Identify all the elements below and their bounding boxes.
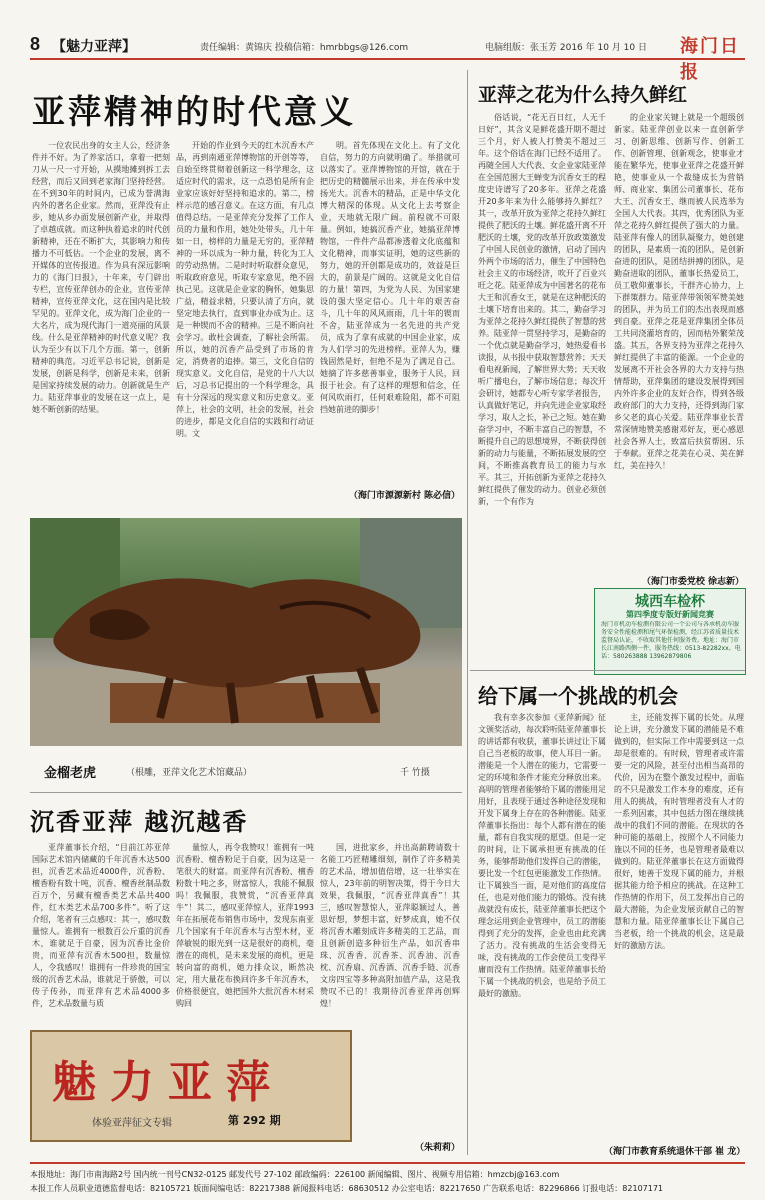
article-title-agarwood: 沉香亚萍 越沉越香: [30, 807, 249, 836]
contest-ad-box: [594, 588, 746, 675]
page-number: 8: [30, 34, 41, 54]
article-agarwood-column-3: 国，进批家乡，并出高薪聘请数十名能工巧匠精雕细刻，制作了许多精美的艺术品，增加值倍增，这一壮举实在惊人，23年前的明智决策，得于今日大效果，我佩服，“沉香亚萍真香”！其三，感叹智慧惊人，亚萍聪颖过人，善思好想，梦想丰富，好梦成真，她不仅将沉香木雕刻成许多精美的工艺品，而且创新创造多种衍生产品，如沉香串珠、沉香香、沉香茶、沉香油、沉香枕、沉香扇、沉香酒、沉香手链、沉香文房四宝等多种高附加值产品，这是我赞叹不已的！我期待沉香亚萍再创辉煌！: [320, 843, 460, 1008]
caption-title: 金榴老虎: [44, 766, 97, 781]
section-divider: [30, 792, 462, 793]
banner-title: 魅力亚萍: [52, 1057, 284, 1108]
article-title-challenge: 给下属一个挑战的机会: [478, 684, 678, 708]
tiger-root-carving-photo: [30, 518, 462, 746]
article-spirit-author: （海门市源源新村 陈必信）: [348, 491, 460, 501]
article-spirit-column-3: 明。首先体现在文化上。有了文化自信，努力的方向就明确了。举措就可以落实了。亚萍博物馆的开馆，就在于把历史的精髓展示出来，并在传承中发扬光大。沉香木的精品，正是中华文化博大精深的体现。从文化上去考察企业，天地就无限广阔。前程就不可限量。例如，她搞沉香产业，她搞亚萍博物馆，一件件产品都渗透着文化底蕴和文化精神，而事实证明，她的这些新的努力，她的开创都是成功的，效益是巨大的，前景是广阔的。这就是文化自信的力量！第四，为党为人民、为国家建设的强大坚定信心。几十年的艰苦奋斗，几十年的风风雨雨，几十年的锲而不舍，陆亚萍成为一名先进的共产党员，成为了拿有成就的中国企业家，成为人们学习的先进榜样。亚萍人为，赚钱固然是好，但绝不是为了满足自己。她摘了许多慈善事业，服务于人民，回报于社会。有了这样的理想和信念，任何风吹雨打，任何艰难险阻，都不可阻挡她前进的脚步！: [320, 141, 460, 414]
article-challenge-author: （海门市教育系统退休干部 崔 龙）: [604, 1147, 746, 1157]
banner-subtitle: 体验亚萍征文专辑: [92, 1118, 172, 1129]
ad-body: 海门市机动车检测有限公司一个公司与各承机动车服务安全性能检测和尾气环保检测，经江苏省质量技术监督局认证，不收取其他任何服务费。地址：海门市长江南路西侧一件，服务热线：0513-82282xx。电话：580263888 13962879806: [601, 621, 741, 660]
caption-description: （根雕，亚萍文化艺术馆藏品）: [126, 768, 253, 778]
article-agarwood-column-1: 亚萍董事长介绍，“目前江苏亚萍国际艺术馆内储藏的千年沉香木达500担，沉香艺术品近4000件，沉香粉、檀香粉有数十吨，沉香、檀香丝制品数百万个，另藏有檀香类艺术品共400件，红木类艺术品700多件”。听了这介绍，笔者有三点感叹：其一，感叹数量惊人。谁拥有一根数百公斤重的沉香木，谁就足于自豪，因为沉香比金价贵，而亚萍有沉香木500担，数量惊人，令我感叹！谁拥有一件珍贵的国宝级的沉香艺术品，谁就足于骄傲，可以传子传孙，而亚萍有艺术品4000多件，艺术品数量与质: [32, 843, 170, 1008]
article-challenge-column-1: 我有幸多次参加《亚萍新闻》征文颁奖活动，每次聆听陆亚萍董事长的讲话都有收获，董事长讲过让下属自己当老板的故事，使人耳目一新。潜能是一个人潜在的能力，它需要一定的环境和条件才能充分释放出来。高明的管理者能够给下属的潜能用足用好，且表现于通过各种途径发现和开发下属身上存在的各种潜能。陆亚萍董事长指出：每个人都有潜在的能量，都有自我实现的愿望。但是一定的时间，让下属承担更有挑战的任务，能够帮助他们发挥自己的潜能，要比发一个红包更能激发工作热情。让下属独当一面，是对他们的高度信任，也是对他们能力的锻炼。没有挑战就没有成长，陆亚萍董事长把这个理念运用到企业管理中，员工的潜能得到了充分的发挥，企业也由此充满了活力。没有挑战的生活会变得无味，没有挑战的工作会使员工变得平庸而没有工作热情。陆亚萍董事长给下属一个挑战的机会，也是给予员工最好的激励。: [478, 713, 606, 998]
column-banner: [30, 1030, 352, 1142]
article-agarwood-column-2: 量惊人，再令我赞叹！谁拥有一吨沉香粉、檀香粉足于自豪，因为这是一笔很大的财富。而亚萍有沉香粉、檀香粉数十吨之多，财富惊人，我能不佩服吗！我佩服，我赞赏，“沉香亚萍真牛”！其二，感叹亚萍惊人，亚萍1993年在拓展花布销售市场中，发现东南亚几个国家有千年沉香木与古型木材，亚萍敏锐的眼光到一这是很好的商机，毫潜在的商机，是未来发展的商机，更是转向富的商机，她力排众议，断然决定，用大量花布换回许多千年沉香木，价格很便宜，她把国外大批沉香木材采购回: [176, 843, 314, 1008]
ad-subtitle: 第四季度专版好新闻竞赛: [626, 610, 714, 619]
page-footer: [30, 1162, 745, 1196]
layout-date-info: 电脑组版：张玉芳 2016 年 10 月 10 日: [485, 43, 647, 53]
page-header: [30, 30, 745, 83]
article-flower-author: （海门市委党校 徐志新）: [641, 577, 744, 587]
article-flower-column-2: 的企业家关键上就是一个超级创新家。陆亚萍创业以来一直创新学习、创新思维、创新写作、创新工作、创新管理、创新观念，使事业才能在繁华光，使事业亚萍之花盛开鲜艳，使事业从一个裁缝成长为营销师、商业家、集团公司董事长、花布大王、沉香女王、继而被人民选举为全国人大代表。其四，优秀团队为亚萍之花持久鲜红提供了强大的力量。陆亚萍有像人的团队凝聚力，她创建的团队，是素质一流的团队，是创新奋进的团队，是团结拼搏的团队，是勤奋进取的团队，董事长热爱员工，员工敬仰董事长，干群齐心协力，上下群策群力。陆亚萍带领领军赞美她的团队，并为员工们的杰出表现而感到自豪。亚萍之花是亚萍集团全体员工共同浇灌培育的，因而枯外繁荣茂盛。其五，各界支持为亚萍之花持久鲜红提供了丰富的能源。一个企业的发展离不开社会各界的大力支持与热情帮助，亚萍集团的建设发展得到国内外许多企业的友好合作，得到各级政府部门的大力支持，还得到海门家乡父老的真心关爱。陆亚萍事业长青常深情地赞美感谢邓好友，更心感恩社会各界人士，致富后扶贫帮困、乐于奉献。亚萍之花美在心灵、美在鲜红，美在持久！: [614, 113, 744, 470]
newspaper-logo: 海门日报: [680, 36, 740, 83]
editor-info: 责任编辑：黄锦庆 投稿信箱：hmrbbgs@126.com: [200, 43, 409, 53]
footer-address-line: 本报地址：海门市南海路2号 国内统一刊号CN32-0125 邮发代号 27-102 邮政编码：226100 新闻编辑、图片、视频专用信箱：hmzcbj@163.com: [30, 1170, 560, 1179]
banner-issue: 第 292 期: [228, 1114, 281, 1127]
article-title-spirit: 亚萍精神的时代意义: [32, 92, 356, 131]
article-flower-column-1: 俗话说，“花无百日红，人无千日好”，其含义是鲜花盛开期不超过三个月，好人被人打赞美不超过三年。这个俗话在海门已经不适用了。再随全国人大代表、女企业家陆亚萍在全国范围大王蝉变为沉香女王的程度史诗谱写了20多年。亚萍之花盛开20多年来为什么能够持久鲜红？其一，改革开放为亚萍之花持久鲜红提供了肥沃的土壤。鲜花盛开离不开肥沃的土壤，党的改革开放政策激发了中国人民创业的激情，启动了国内外两个市场的活力，催生了中国特色社会主义的市场经济，吹开了百业兴旺之花。陆亚萍成为中国著名的花布大王和沉香女王，就是在这种肥沃的土壤下培育出来的。其二，勤奋学习为亚萍之花持久鲜红提供了智慧的营养。陆亚萍一贯坚持学习，是勤奋的一个优点就是勤奋学习，她热爱看书读报，从书报中获取智慧营养；天天看电视新闻，了解世界大势；天天收听广播电台，了解市场信息；每次开会研讨，她都专心听专家学者报告，认真做好笔记，并向先进企业家取经学习，取人之长，补己之短。她在勤奋学习中，不断丰富自己的智慧，不断提升自己的思想境界，不断获得创新的动力与能量，不断拓展发展的空间，不断推高教育员工的能力与水平。其三，开拓创新为亚萍之花持久鲜红提供了催发的动力。创业必须创新，一个有作为: [478, 113, 606, 506]
photographer-credit: 千 竹摄: [400, 768, 430, 778]
ad-title: 城西车检杯: [635, 594, 705, 610]
footer-phone-line: 本报工作人员职业道德监督电话：82105721 版面间编电话：82217388 新闻报料电话：68630512 办公室电话：82217650 广告联系电话：82296866 订报电话：82107171: [30, 1184, 664, 1193]
article-agarwood-author: （朱莉莉）: [414, 1143, 460, 1153]
photo-caption: [30, 748, 462, 788]
article-title-flower: 亚萍之花为什么持久鲜红: [478, 84, 688, 106]
article-spirit-column-1: 一位农民出身的女主人公，经济条件并不好。为了养家活口，拿着一把刻刀从一尺一寸开始，从摸地摊到拆工去经营，而后又回到老家海门坚持经营。在不到30年的时间内，已成为誉满海内外的著名企业家。然而，亚萍没有止步，她从乡办面发展创新产业，并取得了卓越成就。而这种执着追求的时代创新精神，还在不断扩大，其影响力和传播力不可低估。一个企业的发展，离不开媒体的宣传报道。作为具有深远影响力的《海门日报》，十年来，专门辟出专栏，宣传亚萍创办的企业，宣传亚萍精神，宣传亚萍文化，这在国内是比较罕见的。亚萍文化，成为海门企业的一大名片，成为现代海门一道亮丽的风景线。什么是亚萍精神的时代意义呢？我认为至少有以下几个方面。第一，创新精神的典范。习近平总书记说，创新是发展，创新是科学，创新是未来，创新是国家持续发展的动力。创新就是生产力。陆亚萍事业的发展在这一点上，是她不断创新的结果。: [32, 141, 170, 414]
section-divider: [470, 670, 745, 671]
section-name: 【魅力亚萍】: [52, 39, 136, 55]
column-divider: [467, 70, 468, 1155]
tiger-carving-illustration: [30, 518, 462, 746]
article-spirit-column-2: 开始的作业到今天的红木沉香木产品，再到南通亚萍博物馆的开创等等，自始至终贯彻着创新这一科学理念，这适应时代的需求，这一点恐怕是所有企业家应该好好坚持和追求的。第二，榜样示范的感召意义。在这方面，有几点值得总结。一是亚萍充分发挥了工作人员的力量和作用，她处处带头，几十年如一日，榜样的力量是无穷的，亚萍精神的一环以成为一种力量，转化为工人的劳动热情。二是时时听取群众意见，听取政府意见，听取专家意见，绝不固执己见。这就是企业家的胸怀，她集思广益，精益求精，只要认清了方向，就坚定地去执行，直到事业办成为止。这是一种锲而不舍的精神。三是不断向社会学习。敢杜会调查，了解社会所需。所以，她的沉香产品受到了市场的肯定，消费者的追捧。第三，文化自信的现实意义。文化自信，是党的十八大以后，习总书记提出的一个科学理念，具有十分深远的现实意义和历史意义。亚萍上，社会的文明，社会的发展，社会的进步，都是文化自信的实践和行动证明。文: [176, 141, 314, 438]
article-challenge-column-2: 主，还能发挥下属的长处。从理论上讲，充分激发下属的潜能是不难做到的，但实际工作中需要到这一点却是很难的。有时候，管理者或许需要一定的风险，甚至付出相当高昂的代价，因为在整个激发过程中，面临的不只是激发工作本身的难度，还有用人的挑战，有时管理者没有人才的一系列因素，其中包括力图在继续挑战中的我们不同的潜能。在现状的各种可能的基础上，按照个人不同能力施以不同的任务，也是管理者最难以做到的。陆亚萍董事长在这方面做得很好，她善于发现下属的能力，并根据其能力给予相应的挑战。在这种工作热情的作用下，员工发挥出自己的最大潜能，为企业发展贡献自己的智慧和力量。陆亚萍董事长让下属自己当老板，给一个挑战的机会，这是最好的激励方法。: [614, 713, 744, 950]
